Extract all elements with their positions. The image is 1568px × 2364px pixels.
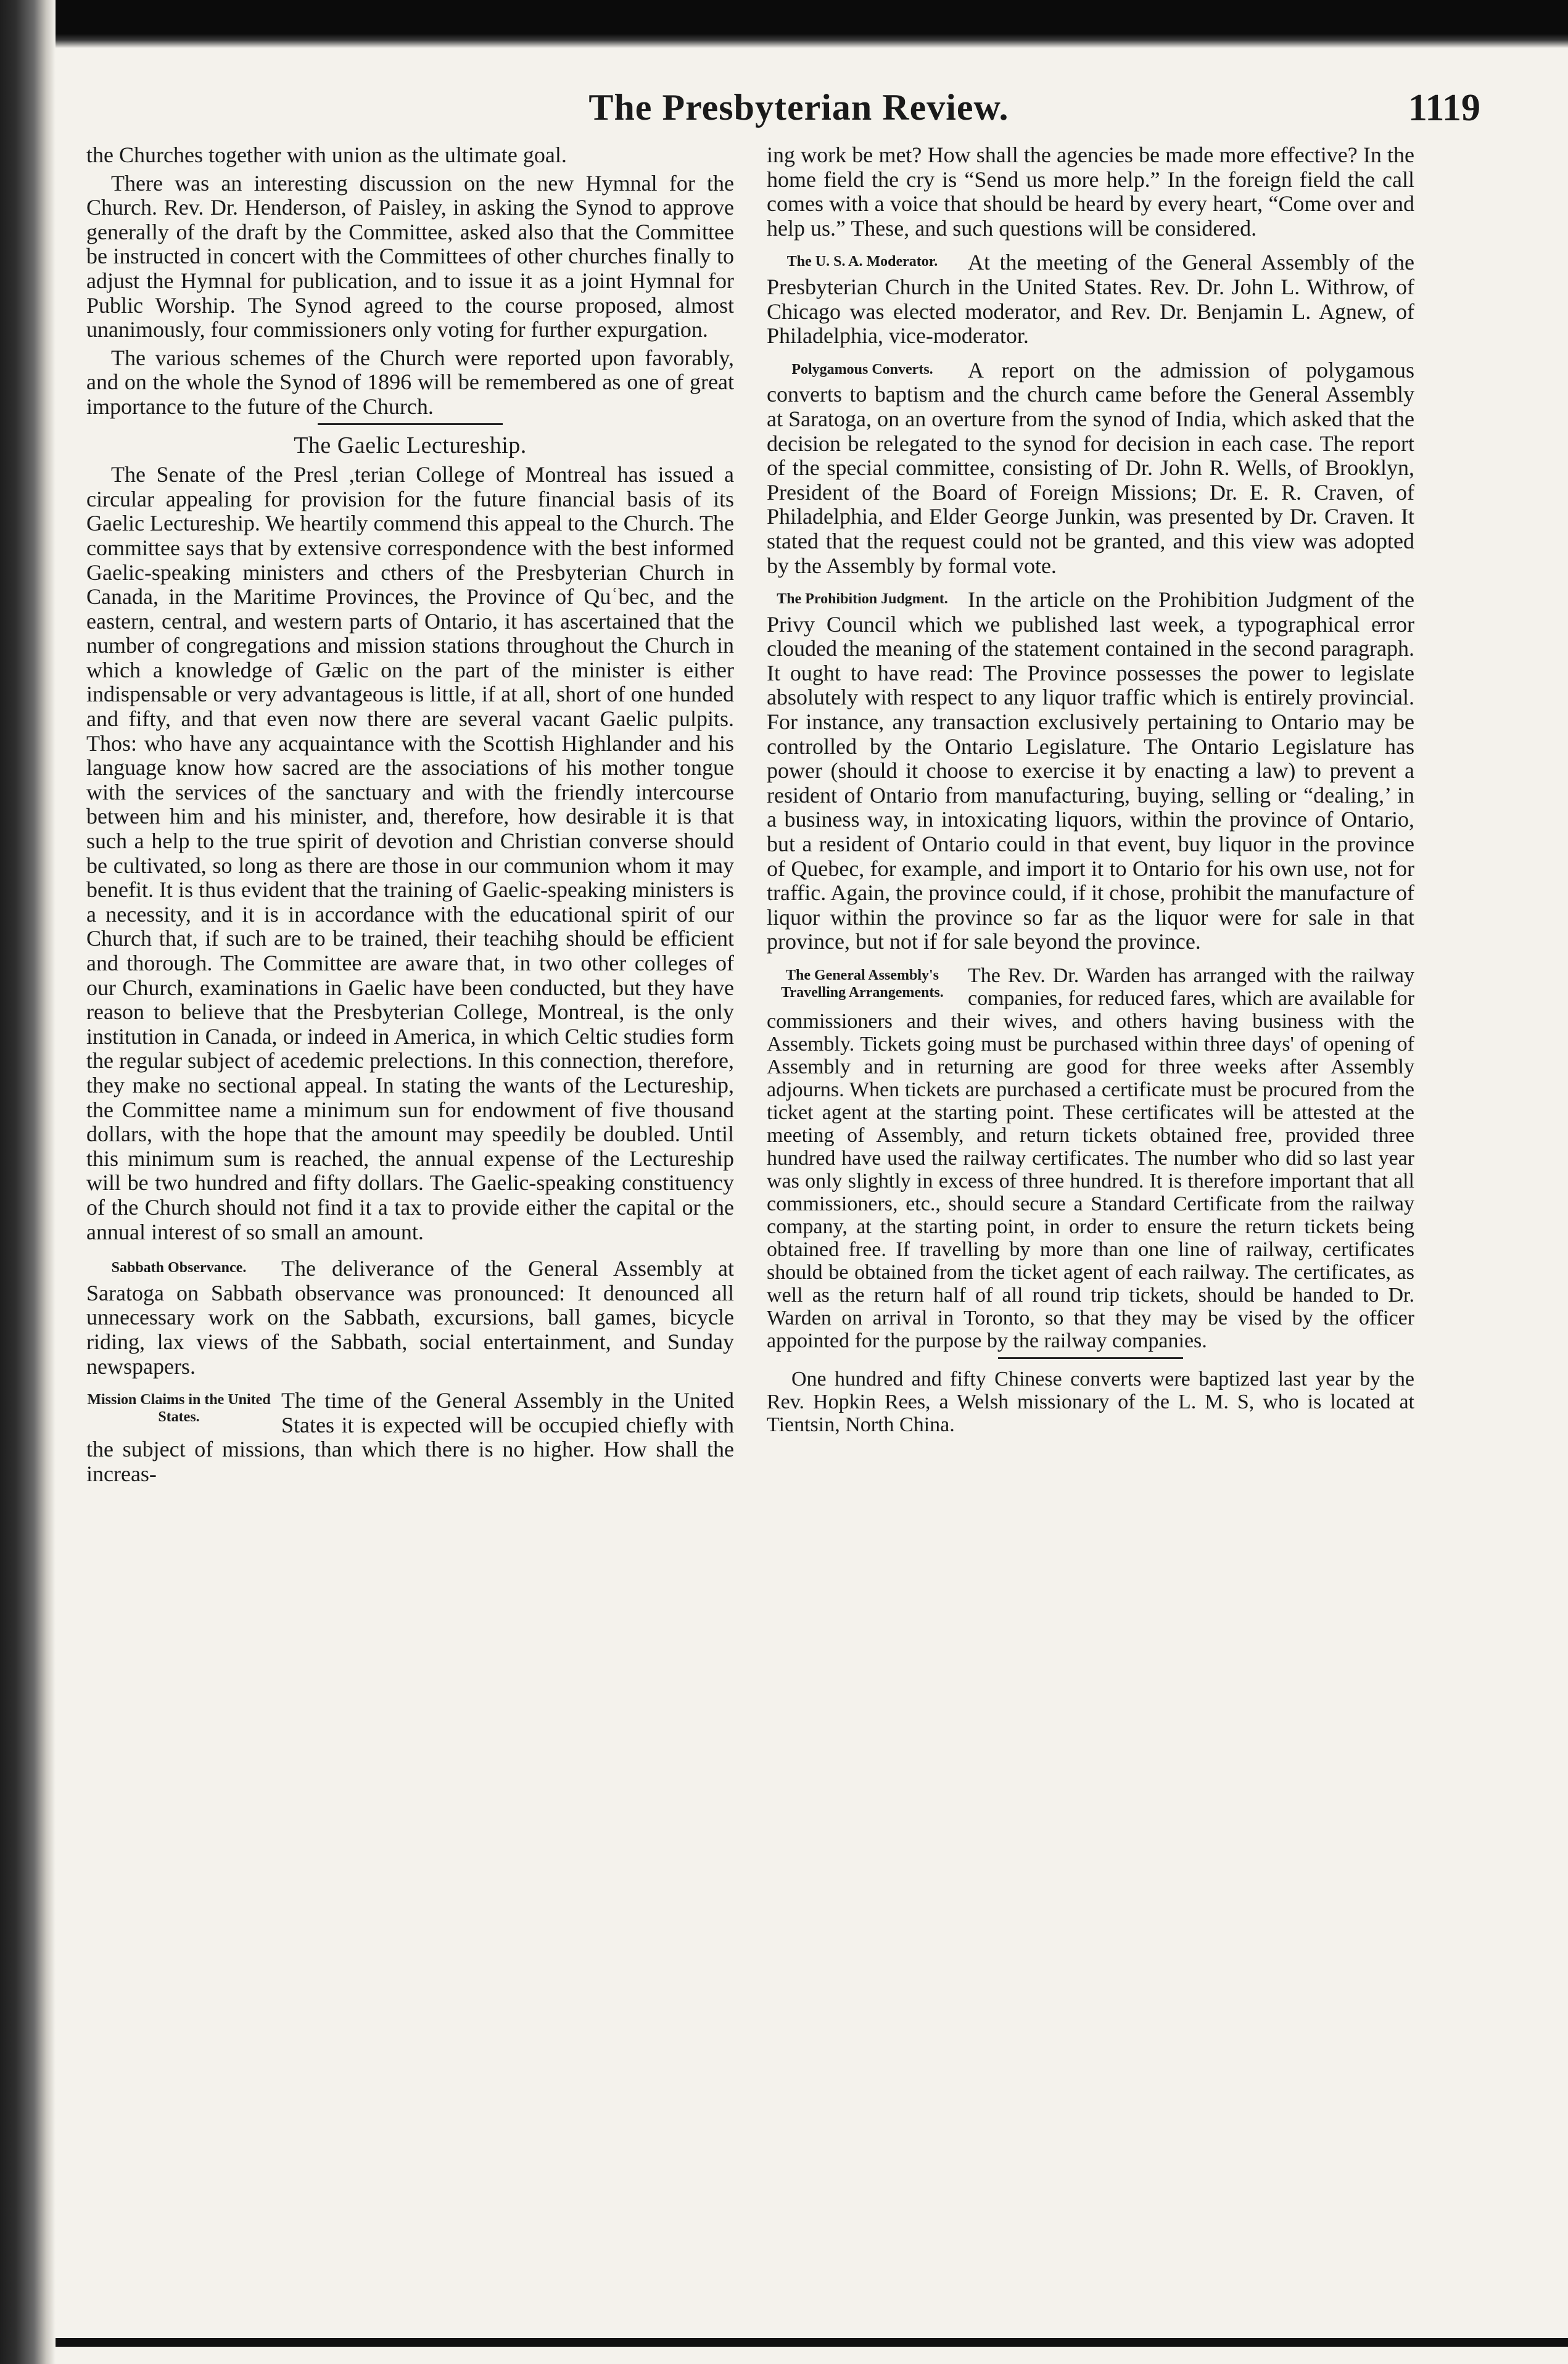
scan-border-bottom	[56, 2338, 1568, 2347]
paragraph: The Rev. Dr. Warden has arranged with the railway companies, for reduced fares, which are available for commissioners and their wives, and others having business with the Assembly. Tickets going must be purchased within three days' of opening of Assembly and in returning are good for three weeks after Assembly adjourns. When tickets are purchased a certificate must be procured from the ticket agent at the starting point. These certificates will be attested at the meeting of Assembly, and return tickets obtained free, provided three hundred have used the railway certificates. The number who did so last year was only slightly in excess of three hundred. It is therefore important that all commissioners, etc., should secure a Standard Certificate from the railway company, at the starting point, in order to ensure the return tickets being obtained free. If travelling by more than one line of railway, certificates should be obtained from the ticket agent of each railway. The certificates, as well as the return half of all round trip tickets, should be handed to Dr. Warden on arrival in Toronto, so that they may be vised by the officer appointed for the purpose by the railway companies.	[767, 964, 1414, 1352]
section-divider	[998, 1357, 1183, 1359]
paragraph: There was an interesting discussion on the new Hymnal for the Church. Rev. Dr. Henderson, of Paisley, in asking the Synod to approve generally of the draft by the Committee, asked also that the Committee be instructed in concert with the Committees of other churches finally to adjust the Hymnal for publication, and to issue it as a joint Hymnal for Public Worship. The Synod agreed to the course proposed, almost unanimously, four commissioners only voting for further expurgation.	[86, 170, 734, 342]
right-column	[767, 143, 1414, 2321]
paragraph: In the article on the Prohibition Judgment of the Privy Council which we published last week, a typographical error clouded the meaning of the statement contained in the second paragraph. It ought to have read: The Province possesses the power to legislate absolutely with respect to any liquor traffic which is entirely provincial. For instance, any transaction exclusively pertaining to Ontario may be controlled by the Ontario Legislature. The Ontario Legislature has power (should it choose to exercise it by enacting a law) to prevent a resident of Ontario from manufacturing, buying, selling or “dealing,’ in a business way, in intoxicating liquors, within the province of Ontario, but a resident of Ontario could in that event, buy liquor in the province of Quebec, for example, and import it to Ontario for his own use, not for traffic. Again, the province could, if it chose, prohibit the manufacture of liquor within the province so far as the liquor were for sale in that province, but not if for sale beyond the province.	[767, 587, 1414, 954]
side-heading: Sabbath Observance.	[111, 1260, 247, 1276]
section-heading: The Gaelic Lectureship.	[294, 432, 527, 458]
paragraph: The various schemes of the Church were reported upon favorably, and on the whole the Synod of 1896 will be remembered as one of great importance to the future of the Church.	[86, 345, 734, 419]
paragraph: The time of the General Assembly in the United States it is expected will be occupied chiefly with the subject of missions, than which there is no higher. How shall the increas-	[86, 1388, 734, 1486]
side-heading: The General Assembly's Travelling Arrangements.	[781, 967, 944, 1001]
paragraph: A report on the admission of polygamous converts to baptism and the church came before the General Assembly at Saratoga, on an overture from the synod of India, which asked that the decision be relegated to the synod for decision in each case. The report of the special committee, consisting of Dr. John R. Wells, of Brooklyn, President of the Board of Foreign Missions; Dr. E. R. Craven, of Philadelphia, and Elder George Junkin, was presented by Dr. Craven. It stated that the request could not be granted, and this view was adopted by the Assembly by formal vote.	[767, 357, 1414, 578]
left-column	[86, 143, 734, 2321]
scan-border-top	[0, 0, 1568, 48]
paragraph: The Senate of the Presl ,terian College of Montreal has issued a circular appealing for provision for the future financial basis of its Gaelic Lectureship. We heartily commend this appeal to the Church. The committee says that by extensive correspondence with the best informed Gaelic-speaking ministers and cthers of the Presbyterian Church in Canada, in the Maritime Provinces, the Province of Quʿbec, and the eastern, central, and western parts of Ontario, it has ascertained that the number of congregations and mission stations throughout the Church in which a knowledge of Gælic on the part of the minister is either indispensable or very advantageous is little, if at all, short of one hunded and fifty, and that even now there are several vacant Gaelic pulpits. Thos: who have any acquaintance with the Scottish Highlander and his language know how sacred are the associations of his mother tongue with the services of the sanctuary and with the friendly intercourse between him and his minister, and, therefore, how desirable it is that such a help to the true spirit of devotion and Christian converse should be cultivated, so long as there are those in our communion whom it may benefit. It is thus evident that the training of Gaelic-speaking ministers is a necessity, and it is in accordance with the educational spirit of our Church that, if such are to be trained, their teachihg should be efficient and thorough. The Committee are aware that, in two other colleges of our Church, examinations in Gaelic have been conducted, but they have reason to believe that the Presbyterian College, Montreal, is the only institution in Canada, or indeed in America, in which Celtic studies form the regular subject of acedemic prelections. In this connection, therefore, they make no sectional appeal. In stating the wants of the Lectureship, the Committee name a minimum sun for endowment of five thousand dollars, with the hope that the amount may speedily be doubled. Until this minimum sum is reached, the annual expense of the Lectureship will be two hundred and fifty dollars. The Gaelic-speaking constituency of the Church should not find it a tax to provide either the capital or the annual interest of so small an amount.	[86, 462, 734, 1244]
side-heading: The U. S. A. Moderator.	[786, 254, 938, 270]
paragraph: the Churches together with union as the ultimate goal.	[86, 143, 567, 167]
journal-title: The Presbyterian Review.	[588, 87, 1009, 128]
scan-border-left	[0, 0, 56, 2364]
page-header	[117, 86, 1480, 130]
paragraph: At the meeting of the General Assembly of the Presbyterian Church in the United States. Rev. Dr. John L. Withrow, of Chicago was elected moderator, and Rev. Dr. Benjamin L. Agnew, of Philadelphia, vice-moderator.	[767, 250, 1414, 349]
section-divider	[318, 423, 503, 425]
side-heading: The Prohibition Judgment.	[777, 591, 948, 608]
paragraph: ing work be met? How shall the agencies be made more effective? In the home field the cry is “Send us more help.” In the foreign field the call comes with a voice that should be heard by every heart, “Come over and help us.” These, and such questions will be considered.	[767, 143, 1414, 241]
paragraph: One hundred and fifty Chinese converts were baptized last year by the Rev. Hopkin Rees, a Welsh missionary of the L. M. S, who is located at Tientsin, North China.	[767, 1368, 1414, 1436]
side-heading: Mission Claims in the United States.	[87, 1392, 271, 1426]
paragraph: The deliverance of the General Assembly at Saratoga on Sabbath observance was pronounced: It denounced all unnecessary work on the Sabbath, excursions, ball games, bicycle riding, lax views of the Sabbath, social entertainment, and Sunday newspapers.	[86, 1256, 734, 1379]
page-number: 1119	[1408, 87, 1480, 129]
side-heading: Polygamous Converts.	[791, 361, 933, 378]
